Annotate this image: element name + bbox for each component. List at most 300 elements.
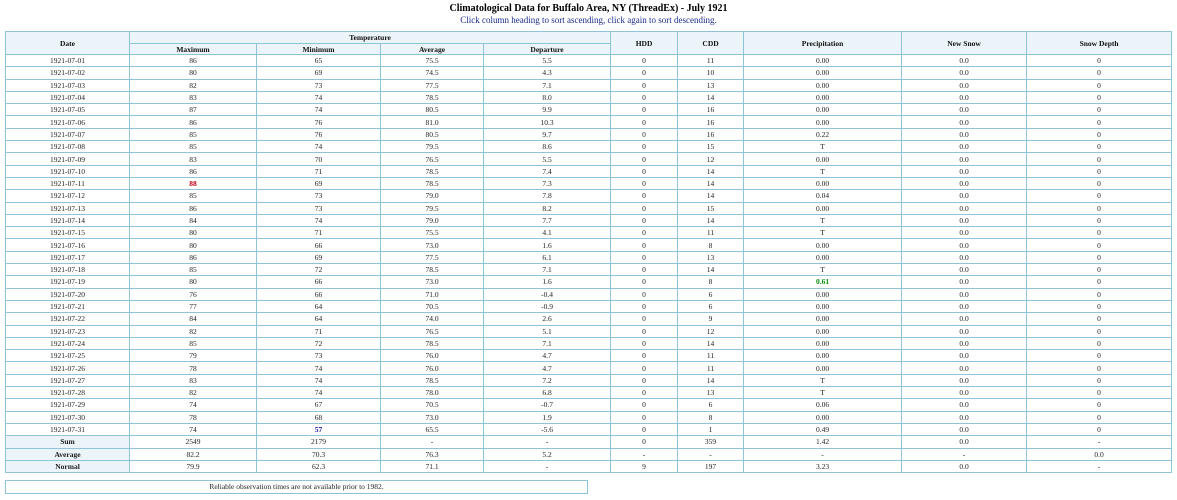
- cdd-cell: 14: [678, 91, 744, 103]
- max-temp-cell: 84: [130, 214, 257, 226]
- departure-cell: 8.2: [484, 202, 611, 214]
- table-row: [6, 374, 1172, 386]
- departure-cell: 8.0: [484, 91, 611, 103]
- cdd-cell: 14: [678, 214, 744, 226]
- max-temp-cell: 85: [130, 141, 257, 153]
- summary-cdd-cell: 359: [678, 436, 744, 448]
- departure-cell: -5.6: [484, 423, 611, 435]
- min-temp-cell: 71: [257, 227, 381, 239]
- avg-temp-cell: 75.5: [381, 227, 484, 239]
- hdd-cell: 0: [611, 374, 678, 386]
- new-snow-cell: 0.0: [902, 276, 1027, 288]
- table-row: [6, 55, 1172, 67]
- departure-cell: 1.9: [484, 411, 611, 423]
- snow-depth-cell: 0: [1027, 79, 1172, 91]
- max-temp-cell: 83: [130, 374, 257, 386]
- snow-depth-cell: 0: [1027, 190, 1172, 202]
- summary-max-temp-cell: 82.2: [130, 448, 257, 460]
- departure-cell: 6.8: [484, 387, 611, 399]
- table-row: [6, 91, 1172, 103]
- min-temp-cell: 74: [257, 91, 381, 103]
- cdd-cell: 11: [678, 350, 744, 362]
- table-row: [6, 423, 1172, 435]
- departure-cell: 10.3: [484, 116, 611, 128]
- snow-depth-cell: 0: [1027, 116, 1172, 128]
- new-snow-cell: 0.0: [902, 202, 1027, 214]
- table-row: [6, 214, 1172, 226]
- departure-cell: 7.1: [484, 79, 611, 91]
- departure-cell: 1.6: [484, 276, 611, 288]
- date-cell: 1921-07-24: [6, 337, 130, 349]
- snow-depth-cell: 0: [1027, 67, 1172, 79]
- table-row: [6, 276, 1172, 288]
- avg-temp-cell: 80.5: [381, 128, 484, 140]
- avg-temp-cell: 78.5: [381, 165, 484, 177]
- departure-cell: -0.4: [484, 288, 611, 300]
- date-cell: 1921-07-22: [6, 313, 130, 325]
- hdd-cell: 0: [611, 116, 678, 128]
- departure-cell: 5.1: [484, 325, 611, 337]
- min-temp-cell: 74: [257, 362, 381, 374]
- precip-cell: T: [744, 264, 902, 276]
- climate-data-table: [5, 31, 1172, 473]
- snow-depth-cell: 0: [1027, 288, 1172, 300]
- summary-min-temp-cell: 70.3: [257, 448, 381, 460]
- cdd-cell: 8: [678, 276, 744, 288]
- min-temp-cell: 71: [257, 165, 381, 177]
- date-cell: 1921-07-10: [6, 165, 130, 177]
- new-snow-cell: 0.0: [902, 227, 1027, 239]
- precip-cell: T: [744, 214, 902, 226]
- min-temp-cell: 74: [257, 104, 381, 116]
- date-cell: 1921-07-01: [6, 55, 130, 67]
- cdd-cell: 8: [678, 411, 744, 423]
- new-snow-cell: 0.0: [902, 337, 1027, 349]
- snow-depth-cell: 0: [1027, 374, 1172, 386]
- table-row: [6, 227, 1172, 239]
- snow-depth-cell: 0: [1027, 202, 1172, 214]
- departure-cell: 2.6: [484, 313, 611, 325]
- min-temp-cell: 57: [257, 423, 381, 435]
- summary-departure-cell: -: [484, 460, 611, 472]
- new-snow-cell: 0.0: [902, 239, 1027, 251]
- min-temp-cell: 74: [257, 374, 381, 386]
- min-temp-cell: 76: [257, 128, 381, 140]
- date-cell: 1921-07-15: [6, 227, 130, 239]
- cdd-cell: 9: [678, 313, 744, 325]
- min-temp-cell: 66: [257, 239, 381, 251]
- summary-avg-temp-cell: 76.3: [381, 448, 484, 460]
- table-row: [6, 387, 1172, 399]
- max-temp-cell: 80: [130, 227, 257, 239]
- summary-row: [6, 436, 1172, 448]
- snow-depth-cell: 0: [1027, 239, 1172, 251]
- cdd-cell: 15: [678, 202, 744, 214]
- date-cell: 1921-07-09: [6, 153, 130, 165]
- max-temp-cell: 83: [130, 153, 257, 165]
- departure-cell: 4.1: [484, 227, 611, 239]
- avg-temp-cell: 70.5: [381, 399, 484, 411]
- avg-temp-cell: 76.0: [381, 350, 484, 362]
- snow-depth-cell: 0: [1027, 153, 1172, 165]
- snow-depth-cell: 0: [1027, 91, 1172, 103]
- snow-depth-cell: 0: [1027, 165, 1172, 177]
- hdd-cell: 0: [611, 91, 678, 103]
- column-header-average[interactable]: Average: [381, 44, 484, 55]
- date-cell: 1921-07-12: [6, 190, 130, 202]
- summary-snow-depth-cell: 0.0: [1027, 448, 1172, 460]
- snow-depth-cell: 0: [1027, 387, 1172, 399]
- departure-cell: 4.7: [484, 362, 611, 374]
- summary-snow-depth-cell: -: [1027, 460, 1172, 472]
- max-temp-cell: 82: [130, 387, 257, 399]
- page-title: Climatological Data for Buffalo Area, NY (ThreadEx) - July 1921: [449, 3, 728, 14]
- min-temp-cell: 70: [257, 153, 381, 165]
- precip-cell: T: [744, 387, 902, 399]
- summary-precip-cell: 1.42: [744, 436, 902, 448]
- new-snow-cell: 0.0: [902, 177, 1027, 189]
- cdd-cell: 14: [678, 374, 744, 386]
- departure-cell: 7.1: [484, 337, 611, 349]
- date-cell: 1921-07-02: [6, 67, 130, 79]
- summary-new-snow-cell: 0.0: [902, 436, 1027, 448]
- new-snow-cell: 0.0: [902, 141, 1027, 153]
- min-temp-cell: 66: [257, 276, 381, 288]
- hdd-cell: 0: [611, 399, 678, 411]
- date-cell: 1921-07-17: [6, 251, 130, 263]
- cdd-cell: 14: [678, 264, 744, 276]
- avg-temp-cell: 78.0: [381, 387, 484, 399]
- snow-depth-cell: 0: [1027, 104, 1172, 116]
- footnote: Reliable observation times are not available prior to 1982.: [5, 480, 588, 494]
- cdd-cell: 14: [678, 190, 744, 202]
- hdd-cell: 0: [611, 190, 678, 202]
- snow-depth-cell: 0: [1027, 423, 1172, 435]
- snow-depth-cell: 0: [1027, 141, 1172, 153]
- min-temp-cell: 73: [257, 79, 381, 91]
- summary-departure-cell: -: [484, 436, 611, 448]
- table-row: [6, 202, 1172, 214]
- precip-cell: 0.00: [744, 411, 902, 423]
- date-cell: 1921-07-19: [6, 276, 130, 288]
- table-row: [6, 104, 1172, 116]
- precip-cell: 0.00: [744, 288, 902, 300]
- max-temp-cell: 80: [130, 239, 257, 251]
- avg-temp-cell: 74.5: [381, 67, 484, 79]
- avg-temp-cell: 77.5: [381, 251, 484, 263]
- hdd-cell: 0: [611, 55, 678, 67]
- hdd-cell: 0: [611, 165, 678, 177]
- snow-depth-cell: 0: [1027, 128, 1172, 140]
- precip-cell: 0.22: [744, 128, 902, 140]
- precip-cell: T: [744, 141, 902, 153]
- max-temp-cell: 76: [130, 288, 257, 300]
- departure-cell: 7.2: [484, 374, 611, 386]
- hdd-cell: 0: [611, 141, 678, 153]
- avg-temp-cell: 81.0: [381, 116, 484, 128]
- max-temp-cell: 80: [130, 276, 257, 288]
- snow-depth-cell: 0: [1027, 337, 1172, 349]
- date-cell: 1921-07-14: [6, 214, 130, 226]
- table-row: [6, 153, 1172, 165]
- cdd-cell: 15: [678, 141, 744, 153]
- table-row: [6, 177, 1172, 189]
- snow-depth-cell: 0: [1027, 313, 1172, 325]
- table-summary: [6, 436, 1172, 473]
- date-cell: 1921-07-30: [6, 411, 130, 423]
- precip-cell: 0.00: [744, 350, 902, 362]
- precip-cell: 0.00: [744, 67, 902, 79]
- hdd-cell: 0: [611, 153, 678, 165]
- precip-cell: 0.00: [744, 362, 902, 374]
- new-snow-cell: 0.0: [902, 55, 1027, 67]
- snow-depth-cell: 0: [1027, 227, 1172, 239]
- column-header-date[interactable]: Date: [6, 32, 130, 55]
- min-temp-cell: 64: [257, 300, 381, 312]
- snow-depth-cell: 0: [1027, 214, 1172, 226]
- snow-depth-cell: 0: [1027, 251, 1172, 263]
- min-temp-cell: 64: [257, 313, 381, 325]
- avg-temp-cell: 79.0: [381, 214, 484, 226]
- max-temp-cell: 84: [130, 313, 257, 325]
- cdd-cell: 1: [678, 423, 744, 435]
- new-snow-cell: 0.0: [902, 264, 1027, 276]
- snow-depth-cell: 0: [1027, 362, 1172, 374]
- hdd-cell: 0: [611, 239, 678, 251]
- cdd-cell: 16: [678, 104, 744, 116]
- date-cell: 1921-07-23: [6, 325, 130, 337]
- table-row: [6, 128, 1172, 140]
- summary-departure-cell: 5.2: [484, 448, 611, 460]
- departure-cell: 5.5: [484, 55, 611, 67]
- table-row: [6, 300, 1172, 312]
- precip-cell: 0.49: [744, 423, 902, 435]
- new-snow-cell: 0.0: [902, 251, 1027, 263]
- min-temp-cell: 69: [257, 251, 381, 263]
- min-temp-cell: 72: [257, 264, 381, 276]
- precip-cell: T: [744, 165, 902, 177]
- hdd-cell: 0: [611, 313, 678, 325]
- hdd-cell: 0: [611, 264, 678, 276]
- min-temp-cell: 68: [257, 411, 381, 423]
- hdd-cell: 0: [611, 67, 678, 79]
- precip-cell: 0.04: [744, 190, 902, 202]
- max-temp-cell: 88: [130, 177, 257, 189]
- hdd-cell: 0: [611, 202, 678, 214]
- hdd-cell: 0: [611, 337, 678, 349]
- summary-row: [6, 460, 1172, 472]
- date-cell: 1921-07-29: [6, 399, 130, 411]
- hdd-cell: 0: [611, 276, 678, 288]
- cdd-cell: 12: [678, 153, 744, 165]
- cdd-cell: 12: [678, 325, 744, 337]
- table-row: [6, 239, 1172, 251]
- snow-depth-cell: 0: [1027, 177, 1172, 189]
- table-row: [6, 141, 1172, 153]
- new-snow-cell: 0.0: [902, 300, 1027, 312]
- hdd-cell: 0: [611, 251, 678, 263]
- new-snow-cell: 0.0: [902, 79, 1027, 91]
- departure-cell: 4.3: [484, 67, 611, 79]
- cdd-cell: 6: [678, 399, 744, 411]
- max-temp-cell: 82: [130, 325, 257, 337]
- min-temp-cell: 74: [257, 387, 381, 399]
- precip-cell: T: [744, 374, 902, 386]
- min-temp-cell: 67: [257, 399, 381, 411]
- departure-cell: 9.7: [484, 128, 611, 140]
- cdd-cell: 13: [678, 387, 744, 399]
- date-cell: 1921-07-08: [6, 141, 130, 153]
- max-temp-cell: 83: [130, 91, 257, 103]
- new-snow-cell: 0.0: [902, 374, 1027, 386]
- column-header-snow-depth[interactable]: Snow Depth: [1027, 32, 1172, 55]
- avg-temp-cell: 73.0: [381, 411, 484, 423]
- hdd-cell: 0: [611, 104, 678, 116]
- new-snow-cell: 0.0: [902, 399, 1027, 411]
- summary-cdd-cell: -: [678, 448, 744, 460]
- avg-temp-cell: 75.5: [381, 55, 484, 67]
- max-temp-cell: 86: [130, 55, 257, 67]
- new-snow-cell: 0.0: [902, 313, 1027, 325]
- new-snow-cell: 0.0: [902, 116, 1027, 128]
- precip-cell: 0.00: [744, 202, 902, 214]
- precip-cell: 0.00: [744, 91, 902, 103]
- min-temp-cell: 65: [257, 55, 381, 67]
- date-cell: 1921-07-25: [6, 350, 130, 362]
- max-temp-cell: 86: [130, 251, 257, 263]
- precip-cell: T: [744, 227, 902, 239]
- avg-temp-cell: 74.0: [381, 313, 484, 325]
- avg-temp-cell: 70.5: [381, 300, 484, 312]
- departure-cell: 7.7: [484, 214, 611, 226]
- cdd-cell: 10: [678, 67, 744, 79]
- summary-label: Sum: [6, 436, 130, 448]
- summary-min-temp-cell: 62.3: [257, 460, 381, 472]
- snow-depth-cell: 0: [1027, 276, 1172, 288]
- min-temp-cell: 66: [257, 288, 381, 300]
- precip-cell: 0.00: [744, 177, 902, 189]
- snow-depth-cell: 0: [1027, 325, 1172, 337]
- hdd-cell: 0: [611, 214, 678, 226]
- summary-new-snow-cell: 0.0: [902, 460, 1027, 472]
- column-header-departure[interactable]: Departure: [484, 44, 611, 55]
- avg-temp-cell: 77.5: [381, 79, 484, 91]
- min-temp-cell: 69: [257, 67, 381, 79]
- date-cell: 1921-07-18: [6, 264, 130, 276]
- table-row: [6, 165, 1172, 177]
- hdd-cell: 0: [611, 177, 678, 189]
- summary-hdd-cell: -: [611, 448, 678, 460]
- hdd-cell: 0: [611, 362, 678, 374]
- table-row: [6, 251, 1172, 263]
- precip-cell: 0.00: [744, 239, 902, 251]
- new-snow-cell: 0.0: [902, 214, 1027, 226]
- new-snow-cell: 0.0: [902, 288, 1027, 300]
- new-snow-cell: 0.0: [902, 325, 1027, 337]
- column-header-hdd[interactable]: HDD: [611, 32, 678, 55]
- new-snow-cell: 0.0: [902, 387, 1027, 399]
- max-temp-cell: 74: [130, 399, 257, 411]
- hdd-cell: 0: [611, 387, 678, 399]
- cdd-cell: 13: [678, 79, 744, 91]
- precip-cell: 0.06: [744, 399, 902, 411]
- new-snow-cell: 0.0: [902, 362, 1027, 374]
- precip-cell: 0.00: [744, 325, 902, 337]
- table-row: [6, 116, 1172, 128]
- max-temp-cell: 85: [130, 337, 257, 349]
- precip-cell: 0.00: [744, 104, 902, 116]
- departure-cell: 7.3: [484, 177, 611, 189]
- date-cell: 1921-07-20: [6, 288, 130, 300]
- cdd-cell: 6: [678, 300, 744, 312]
- summary-avg-temp-cell: -: [381, 436, 484, 448]
- avg-temp-cell: 78.5: [381, 91, 484, 103]
- date-cell: 1921-07-03: [6, 79, 130, 91]
- snow-depth-cell: 0: [1027, 411, 1172, 423]
- hdd-cell: 0: [611, 411, 678, 423]
- snow-depth-cell: 0: [1027, 399, 1172, 411]
- table-row: [6, 264, 1172, 276]
- table-row: [6, 362, 1172, 374]
- cdd-cell: 8: [678, 239, 744, 251]
- avg-temp-cell: 79.5: [381, 202, 484, 214]
- table-row: [6, 350, 1172, 362]
- new-snow-cell: 0.0: [902, 153, 1027, 165]
- column-header-cdd[interactable]: CDD: [678, 32, 744, 55]
- column-header-precipitation[interactable]: Precipitation: [744, 32, 902, 55]
- min-temp-cell: 71: [257, 325, 381, 337]
- cdd-cell: 13: [678, 251, 744, 263]
- avg-temp-cell: 79.0: [381, 190, 484, 202]
- departure-cell: 7.1: [484, 264, 611, 276]
- column-header-new-snow[interactable]: New Snow: [902, 32, 1027, 55]
- summary-precip-cell: 3.23: [744, 460, 902, 472]
- max-temp-cell: 78: [130, 411, 257, 423]
- departure-cell: -0.9: [484, 300, 611, 312]
- avg-temp-cell: 78.5: [381, 337, 484, 349]
- min-temp-cell: 73: [257, 350, 381, 362]
- max-temp-cell: 86: [130, 202, 257, 214]
- hdd-cell: 0: [611, 79, 678, 91]
- departure-cell: 6.1: [484, 251, 611, 263]
- summary-hdd-cell: 0: [611, 436, 678, 448]
- new-snow-cell: 0.0: [902, 165, 1027, 177]
- sort-instructions: Click column heading to sort ascending, click again to sort descending.: [460, 15, 717, 25]
- column-header-minimum[interactable]: Minimum: [257, 44, 381, 55]
- date-cell: 1921-07-11: [6, 177, 130, 189]
- avg-temp-cell: 73.0: [381, 276, 484, 288]
- min-temp-cell: 74: [257, 141, 381, 153]
- min-temp-cell: 73: [257, 190, 381, 202]
- snow-depth-cell: 0: [1027, 350, 1172, 362]
- departure-cell: 9.9: [484, 104, 611, 116]
- avg-temp-cell: 78.5: [381, 177, 484, 189]
- max-temp-cell: 87: [130, 104, 257, 116]
- new-snow-cell: 0.0: [902, 350, 1027, 362]
- date-cell: 1921-07-26: [6, 362, 130, 374]
- snow-depth-cell: 0: [1027, 55, 1172, 67]
- table-row: [6, 190, 1172, 202]
- summary-row: [6, 448, 1172, 460]
- table-row: [6, 288, 1172, 300]
- max-temp-cell: 77: [130, 300, 257, 312]
- new-snow-cell: 0.0: [902, 104, 1027, 116]
- min-temp-cell: 69: [257, 177, 381, 189]
- column-header-maximum[interactable]: Maximum: [130, 44, 257, 55]
- cdd-cell: 11: [678, 227, 744, 239]
- new-snow-cell: 0.0: [902, 67, 1027, 79]
- cdd-cell: 14: [678, 177, 744, 189]
